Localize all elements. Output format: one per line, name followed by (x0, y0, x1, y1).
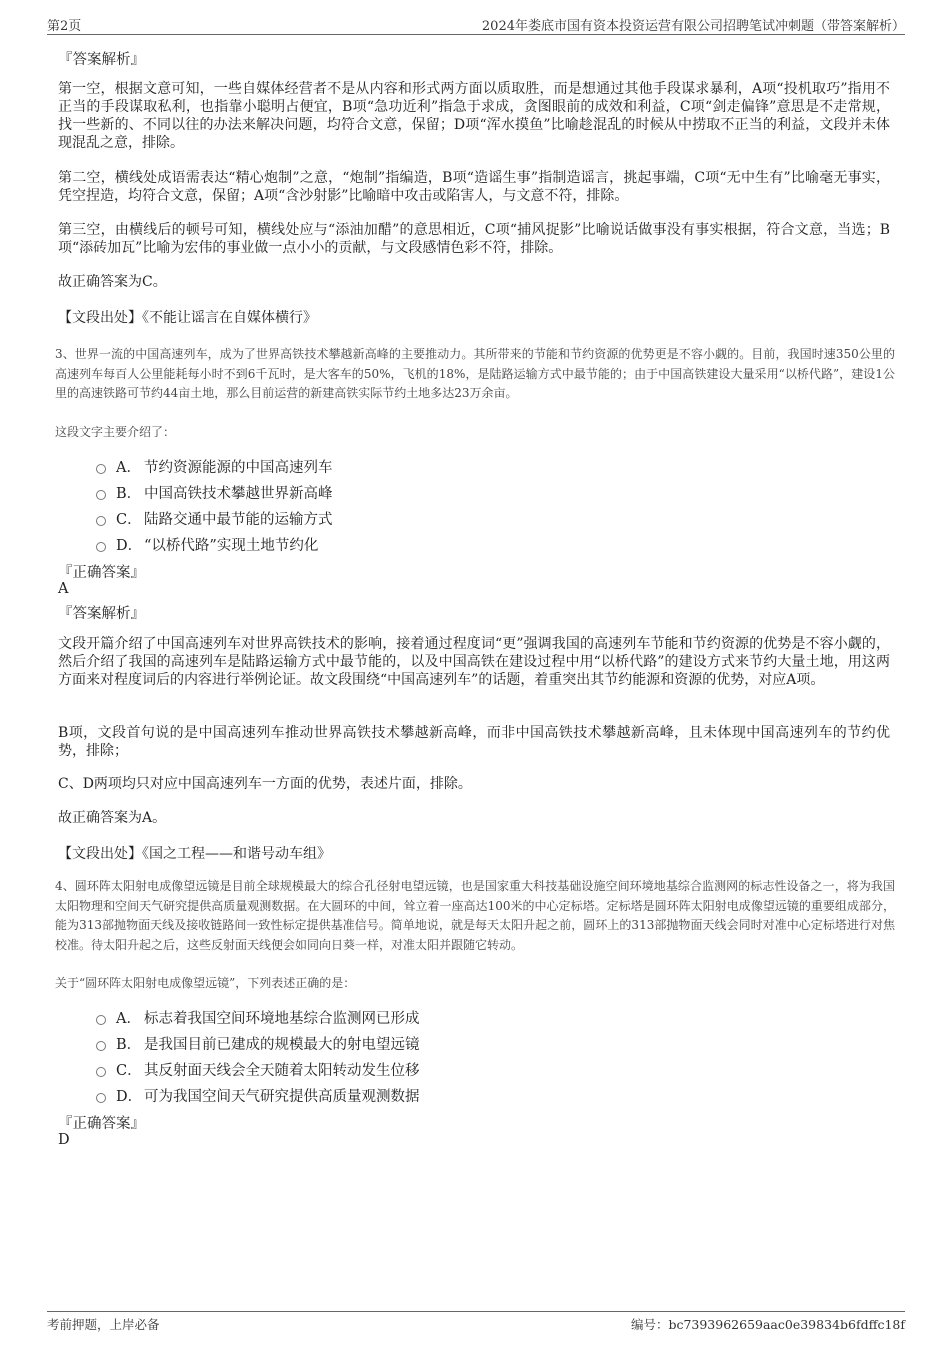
analysis-paragraph-3: 第三空，由横线后的顿号可知，横线处应与“添油加醋”的意思相近，C项“捕风捉影”比喻说话做事没有事实根据，符合文意，当选；B项“添砖加瓦”比喻为宏伟的事业做一点小小的贡献，与文段感情色彩不符，排除。 (58, 222, 890, 256)
option-text: 是我国目前已建成的规模最大的射电望远镜 (144, 1037, 420, 1053)
radio-icon[interactable] (96, 1015, 106, 1025)
question-4-prompt: 关于“圆环阵太阳射电成像望远镜”，下列表述正确的是： (55, 976, 356, 990)
option-letter: C． (116, 512, 142, 528)
correct-answer-heading: 『正确答案』 (58, 565, 145, 581)
correct-answer-value: D (58, 1132, 70, 1148)
option-letter: B． (116, 1037, 142, 1053)
option-text: 标志着我国空间环境地基综合监测网已形成 (144, 1011, 420, 1027)
page-number: 第2页 (47, 19, 82, 34)
correct-answer-heading: 『正确答案』 (58, 1116, 145, 1132)
question-4-stem: 4、圆环阵太阳射电成像望远镜是目前全球规模最大的综合孔径射电望远镜，也是国家重大科技基础设施空间环境地基综合监测网的标志性设备之一，将为我国太阳物理和空间天气研究提供高质量观测数据。在大圆环的中间，耸立着一座高达100米的中心定标塔。定标塔是圆环阵太阳射电成像望远镜的重要组成部分，能为313部抛物面天线及接收链路间一致性标定提供基准信号。简单地说，就是每天太阳升起之前，圆环上的313部抛物面天线会同时对准中心定标塔进行对焦校准。待太阳升起之后，这些反射面天线便会如同向日葵一样，对准太阳并跟随它转动。 (55, 879, 895, 952)
analysis-paragraph-2: 第二空，横线处成语需表达“精心炮制”之意，“炮制”指编造，B项“造谣生事”指制造谣言，挑起事端，C项“无中生有”比喻毫无事实，凭空捏造，均符合文意，保留；A项“含沙射影”比喻暗中攻击或陷害人，与文意不符，排除。 (58, 170, 890, 204)
option-text: 陆路交通中最节能的运输方式 (144, 512, 333, 528)
radio-icon[interactable] (96, 464, 106, 474)
analysis-paragraph-2: B项，文段首句说的是中国高速列车推动世界高铁技术攀越新高峰，而非中国高铁技术攀越新高峰，且未体现中国高速列车的节约优势，排除； (58, 725, 890, 759)
radio-icon[interactable] (96, 490, 106, 500)
analysis-paragraph-3: C、D两项均只对应中国高速列车一方面的优势，表述片面，排除。 (58, 776, 472, 792)
option-letter: D． (116, 1089, 143, 1105)
page-header (47, 12, 905, 35)
option-letter: B． (116, 486, 142, 502)
footer-slogan: 考前押题，上岸必备 (47, 1317, 160, 1332)
option-text: 可为我国空间天气研究提供高质量观测数据 (144, 1089, 420, 1105)
document-id: 编号：bc7393962659aac0e39834b6fdffc18f (630, 1317, 905, 1332)
radio-icon[interactable] (96, 1041, 106, 1051)
radio-icon[interactable] (96, 516, 106, 526)
option-letter: D． (116, 538, 143, 554)
radio-icon[interactable] (96, 1067, 106, 1077)
option-letter: C． (116, 1063, 142, 1079)
analysis-conclusion: 故正确答案为C。 (58, 274, 167, 290)
analysis-heading: 『答案解析』 (58, 52, 145, 68)
radio-icon[interactable] (96, 542, 106, 552)
analysis-paragraph-1: 第一空，根据文意可知，一些自媒体经营者不是从内容和形式两方面以质取胜，而是想通过其他手段谋求暴利，A项“投机取巧”指用不正当的手段谋取私利，也指靠小聪明占便宜，B项“急功近利”指急于求成，贪图眼前的成效和利益，C项“剑走偏锋”意思是不走常规，找一些新的、不同以往的办法来解决问题，均符合文意，保留；D项“浑水摸鱼”比喻趁混乱的时候从中捞取不正当的利益，文段并未体现混乱之意，排除。 (58, 81, 890, 151)
analysis-heading: 『答案解析』 (58, 606, 145, 622)
question-3-prompt: 这段文字主要介绍了： (55, 425, 176, 439)
option-text: 中国高铁技术攀越世界新高峰 (144, 486, 333, 502)
option-text: 节约资源能源的中国高速列车 (144, 460, 333, 476)
document-title: 2024年娄底市国有资本投资运营有限公司招聘笔试冲刺题（带答案解析） (481, 19, 905, 34)
analysis-conclusion: 故正确答案为A。 (58, 810, 167, 826)
question-3-stem: 3、世界一流的中国高速列车，成为了世界高铁技术攀越新高峰的主要推动力。其所带来的节能和节约资源的优势更是不容小觑的。目前，我国时速350公里的高速列车每百人公里能耗每小时不到6千瓦时，是大客车的50%，飞机的18%，是陆路运输方式中最节能的；由于中国高铁建设大量采用“以桥代路”，建设1公里的高速铁路可节约44亩土地，那么目前运营的新建高铁实际节约土地多达23万余亩。 (55, 347, 895, 400)
option-letter: A． (116, 1011, 141, 1027)
page-footer (47, 1311, 905, 1334)
correct-answer-value: A (58, 581, 69, 597)
radio-icon[interactable] (96, 1093, 106, 1103)
option-text: “以桥代路”实现土地节约化 (144, 538, 319, 554)
source-citation: 【文段出处】《不能让谣言在自媒体横行》 (58, 310, 317, 326)
option-text: 其反射面天线会全天随着太阳转动发生位移 (144, 1063, 420, 1079)
source-citation: 【文段出处】《国之工程——和谐号动车组》 (58, 846, 331, 862)
option-letter: A． (116, 460, 141, 476)
analysis-paragraph-1: 文段开篇介绍了中国高速列车对世界高铁技术的影响，接着通过程度词“更”强调我国的高速列车节能和节约资源的优势是不容小觑的，然后介绍了我国的高速列车是陆路运输方式中最节能的，以及中国高铁在建设过程中用“以桥代路”的建设方式来节约大量土地，用这两方面来对程度词后的内容进行举例论证。故文段围绕“中国高速列车”的话题，着重突出其节约能源和资源的优势，对应A项。 (58, 636, 890, 688)
